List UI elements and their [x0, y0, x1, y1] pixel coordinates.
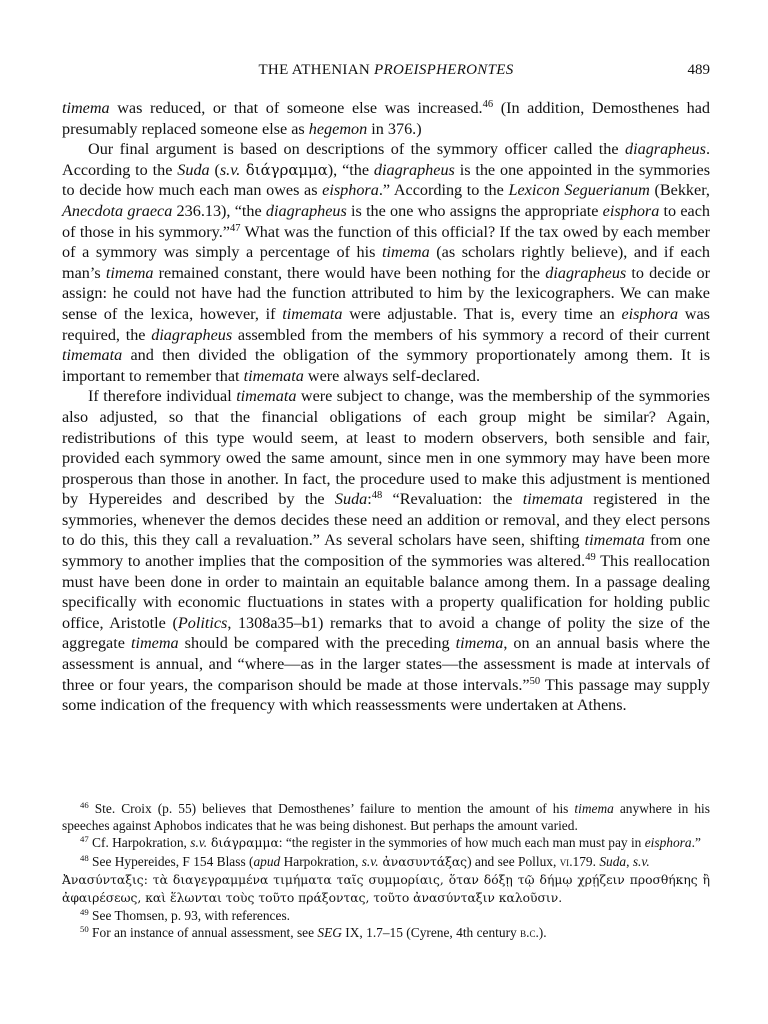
- text: ,: [626, 853, 633, 869]
- term: diagrapheus: [151, 325, 233, 344]
- text: registered in the symmories, whenever the demos decides these need an addition or removal, and they elect persons to do this, this they call a revaluation.” As several scholars have seen, shifting: [62, 490, 710, 550]
- term: timema: [574, 801, 614, 816]
- text: Our final argument is based on descriptions of the symmory officer called the: [88, 140, 626, 159]
- term: timema: [62, 99, 110, 117]
- text: is the one appointed in the symmories to decide how much each man owes as: [62, 160, 710, 200]
- term: timemata: [282, 304, 343, 323]
- footnote-number: 48: [80, 852, 89, 863]
- text: were always self-declared.: [303, 366, 481, 385]
- text: was required, the: [62, 304, 710, 344]
- term: SEG: [317, 925, 342, 941]
- term: eisphora: [621, 304, 679, 323]
- paragraph-3: [62, 386, 710, 716]
- footnote-47: [62, 834, 710, 852]
- text: .” According to the: [378, 181, 509, 200]
- era-abbrev: b.c.: [520, 925, 539, 941]
- text: “Revaluation: the: [382, 490, 523, 509]
- term: eisphora: [644, 835, 692, 851]
- term: Anecdota graeca: [62, 201, 173, 220]
- term: apud: [253, 853, 281, 869]
- text: For an instance of annual assessment, see: [88, 925, 318, 941]
- text: (: [209, 160, 220, 179]
- text: were adjustable. That is, every time an: [342, 304, 622, 323]
- text: to decide or assign: he could not have had the function attributed to him by the lexicographers. We can make sense of the lexica, however, if: [62, 263, 710, 323]
- text: .179.: [569, 853, 600, 869]
- term: timema: [382, 243, 430, 262]
- footnote-50: [62, 924, 710, 941]
- text: (In addition, Demosthenes had presumably replaced someone else as: [62, 99, 711, 138]
- greek-text: ἀνασυντάξας: [378, 854, 468, 869]
- text: See Thomsen, p. 93, with references.: [88, 908, 291, 924]
- text: , on an annual basis where the assessment is annual, and “where—as in the larger states—the assessment is made at intervals of three or four years, the comparison should be made at those intervals.”: [62, 634, 710, 694]
- term: hegemon: [308, 119, 368, 138]
- text: This passage may supply some indication of the frequency with which reassessments were undertaken at Athens.: [62, 675, 710, 715]
- title-italic: PROEISPHERONTES: [374, 62, 514, 78]
- text: were subject to change, was the membership of the symmories also adjusted, so that the financial obligations of each group might be similar? Again, redistributions of this type would seem, at least to modern observers, both sensible and fair, provided each symmory owed the same amount, since men in one symmory may have been more prosperous than those in another. In fact, the procedure used to make this adjustment is mentioned by Hypereides and described by the: [62, 387, 710, 509]
- term: eisphora: [322, 181, 379, 200]
- term: eisphora: [602, 201, 660, 220]
- text: Ste. Croix (p. 55) believes that Demosthenes’ failure to mention the amount of his: [88, 801, 575, 816]
- body-text: [62, 98, 710, 716]
- footnote-46: [62, 800, 710, 834]
- term: diagrapheus: [373, 160, 455, 179]
- term: timemata: [236, 387, 297, 406]
- term: Suda: [177, 160, 210, 179]
- text: (as scholars rightly believe), and if each man’s: [62, 243, 710, 282]
- footnote-ref-46: 46: [482, 99, 494, 111]
- greek-text: διάγραμμα: [240, 160, 328, 179]
- text: Cf. Harpokration,: [88, 835, 191, 851]
- term: Suda: [334, 490, 368, 509]
- term: Lexicon Seguerianum: [508, 181, 650, 200]
- text: This reallocation must have been done in order to maintain an equitable balance among them. In a passage dealing specifically with economic fluctuations in states with a property qualification for holding public office, Aristotle (: [62, 552, 710, 632]
- term: s.v.: [632, 853, 650, 869]
- text: to each of those in his symmory.”: [62, 201, 710, 241]
- term: timema: [105, 263, 154, 282]
- running-header: [62, 62, 710, 82]
- text: anywhere in his speeches against Aphobos indicates that he was being dishonest. But perhaps the amount varied.: [62, 801, 710, 834]
- book-number: vi: [559, 853, 570, 869]
- footnote-48: [62, 853, 710, 908]
- footnote-number: 46: [80, 800, 89, 811]
- text: . According to the: [62, 140, 710, 179]
- term: s.v.: [361, 853, 379, 869]
- text: ), “the: [327, 160, 374, 179]
- paragraph-2: [62, 139, 710, 386]
- page-number: 489: [687, 62, 710, 78]
- text: (Bekker,: [649, 181, 710, 200]
- text: .”: [691, 835, 701, 851]
- text: should be compared with the preceding: [178, 634, 456, 653]
- text: Harpokration,: [280, 853, 362, 869]
- text: If therefore individual: [88, 387, 237, 406]
- text: ).: [538, 925, 547, 941]
- term: s.v.: [190, 835, 208, 851]
- term: timema: [455, 634, 504, 653]
- text: :: [367, 490, 372, 509]
- text: assembled from the members of his symmory a record of their current: [232, 325, 710, 344]
- term: Politics: [177, 613, 228, 632]
- running-title: [62, 62, 710, 79]
- text: and then divided the obligation of the symmory proportionately among them. It is important to remember that: [62, 346, 710, 385]
- greek-quotation: Ἀνασύνταξις: τὰ διαγεγραμμένα τιμήματα ταῖς συμμορίαις, ὅταν δόξῃ τῷ δήμῳ χρῄζειν προσθήκης ἢ ἀφαιρέσεως, καὶ ἕλωνται τοὺς τοῦτο πράξοντας, τοῦτο ἀνασύνταξιν καλοῦσιν.: [62, 872, 710, 906]
- title-prefix: THE ATHENIAN: [258, 62, 375, 78]
- term: diagrapheus: [545, 263, 627, 282]
- term: timemata: [62, 346, 123, 365]
- footnotes: [62, 800, 710, 942]
- text: IX, 1.7–15 (Cyrene, 4th century: [341, 925, 521, 941]
- greek-text: διάγραμμα: [207, 836, 279, 851]
- paragraph-1: [62, 98, 710, 139]
- term: diagrapheus: [265, 201, 347, 220]
- text: 236.13), “the: [172, 201, 266, 220]
- footnote-49: [62, 907, 710, 924]
- text: What was the function of this official? If the tax owed by each member of a symmory was simply a percentage of his: [62, 222, 710, 262]
- text: remained constant, there would have been nothing for the: [153, 263, 546, 282]
- text: was reduced, or that of someone else was increased.: [109, 99, 483, 117]
- term: timemata: [584, 531, 645, 550]
- footnote-ref-47: 47: [229, 222, 241, 234]
- text: is the one who assigns the appropriate: [346, 201, 603, 220]
- term: s.v.: [219, 160, 241, 179]
- footnote-number: 50: [80, 924, 89, 935]
- footnote-ref-50: 50: [529, 675, 541, 687]
- term: diagrapheus: [625, 140, 706, 159]
- term: Suda: [599, 853, 627, 869]
- footnote-ref-49: 49: [585, 552, 596, 564]
- term: timemata: [243, 366, 304, 385]
- text: from one symmory to another implies that the composition of the symmories was altered.: [62, 531, 710, 571]
- text: , 1308a35–b1) remarks that to avoid a change of polity the size of the aggregate: [62, 613, 710, 653]
- term: timemata: [522, 490, 583, 509]
- term: timema: [130, 634, 179, 653]
- text: ) and see Pollux,: [467, 853, 560, 869]
- footnote-number: 49: [80, 907, 89, 918]
- footnote-ref-48: 48: [371, 490, 383, 502]
- text: in 376.): [367, 119, 422, 138]
- text: : “the register in the symmories of how much each man must pay in: [278, 835, 645, 851]
- text: See Hypereides, F 154 Blass (: [88, 853, 254, 869]
- footnote-number: 47: [80, 834, 89, 845]
